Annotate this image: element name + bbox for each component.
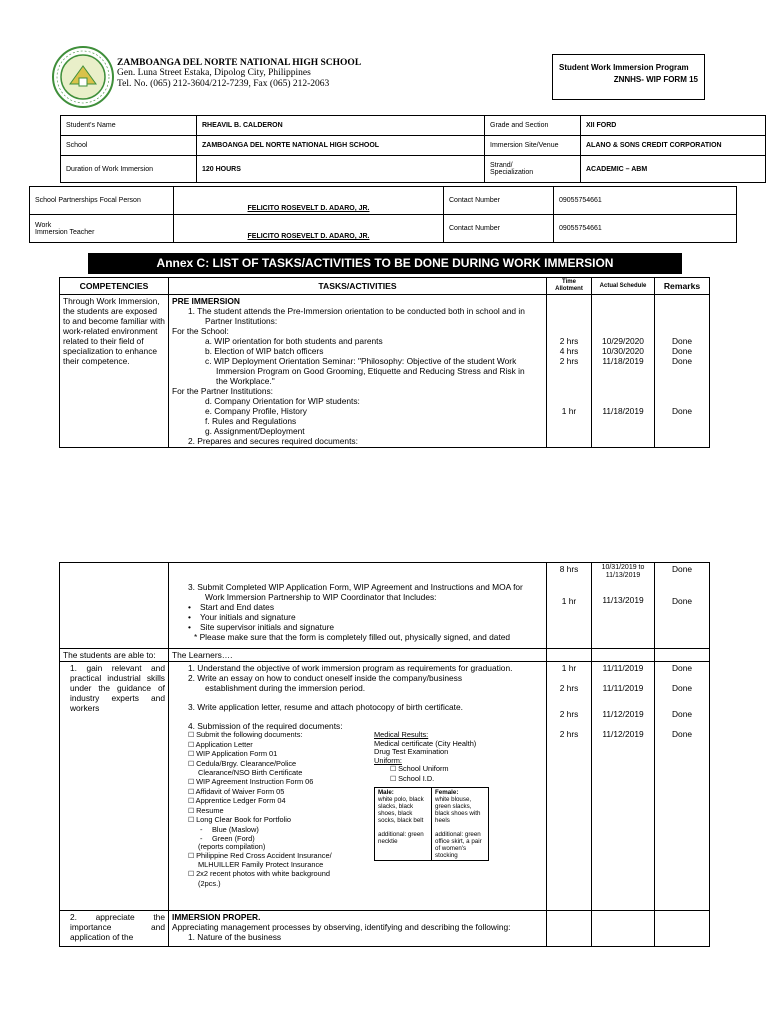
checkbox-icon: ☐ <box>188 798 195 806</box>
uniform-title: Uniform: <box>374 755 402 765</box>
bullet-2: Your initials and signature <box>200 612 296 622</box>
sched-l3: 11/12/2019 <box>602 709 644 719</box>
annex-title-banner: Annex C: LIST OF TASKS/ACTIVITIES TO BE DONE DURING WORK IMMERSION <box>88 253 682 274</box>
task-1b: Partner Institutions: <box>205 316 278 326</box>
teacher-label <box>30 215 174 243</box>
learner-task-4: 4. Submission of the required documents: <box>188 721 343 731</box>
document-item-text: Clearance/NSO Birth Certificate <box>198 768 303 778</box>
checkbox-icon: ☐ <box>188 852 195 860</box>
student-info-table <box>60 115 766 183</box>
teacher-label-line2: Immersion Teacher <box>35 228 95 236</box>
competency-3: 2. appreciate the importance and application of the <box>60 911 169 947</box>
school-phone: Tel. No. (065) 212-3604/212-7239, Fax (065) 212-2063 <box>117 79 330 89</box>
document-item-text: 2x2 recent photos with white background <box>196 868 330 878</box>
male-items: white polo, black slacks, black shoes, black socks, black belt <box>378 795 424 825</box>
sched-l1: 11/11/2019 <box>602 663 644 673</box>
remarks-cells-1 <box>655 295 710 448</box>
female-items: white blouse, green slacks, black shoes with heels <box>435 795 481 825</box>
sched-3: 11/13/2019 <box>602 595 644 605</box>
site-label: Immersion Site/Venue <box>485 136 581 156</box>
document-item-text: (2pcs.) <box>198 878 221 888</box>
contact2-label: Contact Number <box>444 215 554 243</box>
school-label: School <box>61 136 197 156</box>
bullet-icon: • <box>188 602 191 612</box>
male-title: Male: <box>378 788 394 796</box>
remarks-cells-2 <box>655 563 710 649</box>
sched-l4: 11/12/2019 <box>602 729 644 739</box>
male-additional: additional: green necktie <box>378 830 424 845</box>
student-name: RHEAVIL B. CALDERON <box>197 116 485 136</box>
checkbox-icon: ☐ <box>188 778 195 786</box>
learner-task-1: 1. Understand the objective of work immersion program as requirements for graduation. <box>188 663 513 673</box>
duration-value: 120 HOURS <box>197 156 485 183</box>
rem-l4: Done <box>671 729 693 739</box>
task-d: d. Company Orientation for WIP students: <box>205 396 360 406</box>
school-address-block <box>117 68 329 90</box>
remarks-cells-3 <box>655 662 710 911</box>
task-c3: the Workplace." <box>216 376 275 386</box>
document-item-text: WIP Application Form 01 <box>196 749 278 759</box>
time-l2: 2 hrs <box>559 683 579 693</box>
strand-label-line2: Specialization <box>490 169 534 176</box>
bullet-2-item <box>172 612 543 622</box>
tasks-table-page1 <box>59 277 710 448</box>
checkbox-icon: ☐ <box>188 788 195 796</box>
form-note: * Please make sure that the form is completely filled out, physically signed, and dated <box>194 632 511 642</box>
form-title: Student Work Immersion Program <box>559 63 689 72</box>
sched-l2: 11/11/2019 <box>602 683 644 693</box>
strand-value: ACADEMIC – ABM <box>581 156 766 183</box>
task-e: e. Company Profile, History <box>205 406 307 416</box>
task-c2: Immersion Program on Good Grooming, Etiquette and Reducing Stress and Risk in <box>216 366 525 376</box>
time-cells-1 <box>547 295 592 448</box>
learner-task-2b: establishment during the immersion period. <box>205 683 366 693</box>
strand-label-line1: Strand/ <box>490 162 513 169</box>
document-item-text: MLHUILLER Family Protect Insurance <box>198 860 324 870</box>
medical-title: Medical Results: <box>374 730 429 739</box>
time-d: 1 hr <box>561 406 577 416</box>
document-list <box>188 731 378 888</box>
document-item <box>188 880 378 889</box>
medical-2: Drug Test Examination <box>374 747 449 757</box>
task-2: 2. Prepares and secures required documents: <box>188 436 358 446</box>
pre-immersion-tasks <box>169 295 547 448</box>
time-a: 2 hrs <box>559 336 579 346</box>
for-partner: For the Partner Institutions: <box>172 386 274 396</box>
checkbox-icon: ☐ <box>390 766 397 774</box>
uniform-2-item <box>374 775 554 785</box>
students-able: The students are able to: <box>60 649 169 662</box>
col-time: Time Allotment <box>547 278 592 295</box>
male-dress <box>375 787 432 861</box>
uniform-1: School Uniform <box>398 764 449 774</box>
checkbox-icon: ☐ <box>188 870 195 878</box>
duration-label: Duration of Work Immersion <box>61 156 197 183</box>
rem-d: Done <box>671 406 693 416</box>
sched-d: 11/18/2019 <box>602 406 644 416</box>
schedule-cells-2 <box>592 563 655 649</box>
submission-tasks <box>169 563 547 649</box>
checkbox-icon: ☐ <box>188 751 195 759</box>
rem-l3: Done <box>671 709 693 719</box>
rem-3: Done <box>671 596 693 606</box>
contact-number: 09055754661 <box>554 187 737 215</box>
document-item-text: Affidavit of Waiver Form 05 <box>195 786 285 796</box>
task-3: 3. Submit Completed WIP Application Form, WIP Agreement and Instructions and MOA for <box>188 582 523 592</box>
rem-b: Done <box>671 346 693 356</box>
rem-a: Done <box>671 336 693 346</box>
bullet-3: Site supervisor initials and signature <box>200 622 335 632</box>
schedule-cells-3 <box>592 662 655 911</box>
task-3b: Work Immersion Partnership to WIP Coordinator that Includes: <box>205 592 437 602</box>
partnership-info-table <box>29 186 737 243</box>
dash-icon: - <box>200 833 203 843</box>
task-g: g. Assignment/Deployment <box>205 426 305 436</box>
time-3: 1 hr <box>561 596 577 606</box>
learner-task-3: 3. Write application letter, resume and attach photocopy of birth certificate. <box>188 702 463 712</box>
tasks-table-page2 <box>59 562 710 947</box>
immersion-proper <box>169 911 547 947</box>
school-name: ZAMBOANGA DEL NORTE NATIONAL HIGH SCHOOL <box>117 58 362 68</box>
competency-1: Through Work Immersion, the students are exposed to and become familiar with work-related environment related to their field of specialization to enhance their competence. <box>60 295 169 448</box>
task-b: b. Election of WIP batch officers <box>205 346 324 356</box>
document-item-text: (reports compilation) <box>198 842 266 852</box>
rem-c: Done <box>671 356 693 366</box>
document-item-text: Blue (Maslow) <box>212 824 259 834</box>
rem-l1: Done <box>671 663 693 673</box>
medical-1: Medical certificate (City Health) <box>374 738 477 748</box>
checkbox-icon: ☐ <box>188 817 195 825</box>
female-additional: additional: green office skirt, a pair of women's stocking <box>435 830 482 860</box>
document-item-text: Submit the following documents: <box>196 730 303 739</box>
document-item-text: Application Letter <box>195 739 253 749</box>
sched-top-2: 11/13/2019 <box>605 572 641 579</box>
female-dress <box>432 787 489 861</box>
teacher-name: FELICITO ROSEVELT D. ADARO, JR. <box>247 233 370 240</box>
form-code: ZNNHS- WIP FORM 15 <box>613 75 698 84</box>
col-remarks: Remarks <box>655 278 710 295</box>
sched-a: 10/29/2020 <box>602 336 644 346</box>
competency-2: 1. gain relevant and practical industrial skills under the guidance of industry experts and workers <box>60 662 169 911</box>
time-cells-2 <box>547 563 592 649</box>
contact-label: Contact Number <box>444 187 554 215</box>
checkbox-icon: ☐ <box>188 807 195 815</box>
immersion-proper-desc: Appreciating management processes by observing, identifying and describing the following: <box>172 922 511 932</box>
col-tasks: TASKS/ACTIVITIES <box>169 278 547 295</box>
required-documents <box>172 731 543 909</box>
focal-person: FELICITO ROSEVELT D. ADARO, JR. <box>247 205 370 212</box>
pre-immersion-heading: PRE IMMERSION <box>172 296 240 306</box>
nature-of-business: 1. Nature of the business <box>188 932 282 942</box>
checkbox-icon: ☐ <box>188 760 195 768</box>
school-address: Gen. Luna Street Estaka, Dipolog City, Philippines <box>117 68 311 78</box>
document-item-text: WIP Agreement Instruction Form 06 <box>196 776 314 786</box>
site-value: ALANO & SONS CREDIT CORPORATION <box>581 136 766 156</box>
bullet-3-item <box>172 622 543 632</box>
schedule-cells-1 <box>592 295 655 448</box>
blank-competency <box>60 563 169 649</box>
checkbox-icon: ☐ <box>390 775 397 783</box>
document-item-text: Green (Ford) <box>212 833 255 843</box>
medical-uniform-block <box>374 731 554 861</box>
task-c: c. WIP Deployment Orientation Seminar: "Philosophy: Objective of the student Work <box>205 356 517 366</box>
female-title: Female: <box>435 788 459 796</box>
uniform-2: School I.D. <box>398 773 435 783</box>
school-value: ZAMBOANGA DEL NORTE NATIONAL HIGH SCHOOL <box>197 136 485 156</box>
time-b: 4 hrs <box>559 346 579 356</box>
task-f: f. Rules and Regulations <box>205 416 297 426</box>
dash-icon: - <box>200 824 203 834</box>
form-id-box <box>552 54 705 100</box>
checkbox-icon: ☐ <box>188 732 195 739</box>
teacher-label-line1: Work <box>35 221 52 229</box>
rem-l2: Done <box>671 683 693 693</box>
learner-task-2: 2. Write an essay on how to conduct oneself inside the company/business <box>188 673 463 683</box>
rem-top: Done <box>671 564 693 574</box>
col-competencies: COMPETENCIES <box>60 278 169 295</box>
contact2-number: 09055754661 <box>554 215 737 243</box>
bullet-icon: • <box>188 612 191 622</box>
time-l3: 2 hrs <box>559 709 579 719</box>
immersion-proper-heading: IMMERSION PROPER. <box>172 912 261 922</box>
focal-label: School Partnerships Focal Person <box>30 187 174 215</box>
learners-label: The Learners…. <box>169 649 547 662</box>
document-item-text: Apprentice Ledger Form 04 <box>195 796 286 806</box>
document-item-text: Long Clear Book for Portfolio <box>196 815 291 825</box>
bullet-1-item <box>172 602 543 612</box>
checkbox-icon: ☐ <box>188 741 195 749</box>
grade-label: Grade and Section <box>485 116 581 136</box>
time-l1: 1 hr <box>561 663 577 673</box>
for-school: For the School: <box>172 326 229 336</box>
sched-b: 10/30/2020 <box>602 346 644 356</box>
strand-label <box>485 156 581 183</box>
grade-value: XII FORD <box>581 116 766 136</box>
task-a: a. WIP orientation for both students and parents <box>205 336 383 346</box>
student-name-label: Student's Name <box>61 116 197 136</box>
sched-top-1: 10/31/2019 to <box>601 564 645 571</box>
document-item-text: Cedula/Brgy. Clearance/Police <box>196 758 297 768</box>
time-top: 8 hrs <box>559 564 579 574</box>
learner-tasks <box>169 662 547 911</box>
document-item-text: Philippine Red Cross Accident Insurance/ <box>196 850 332 860</box>
bullet-1: Start and End dates <box>200 602 275 612</box>
school-seal-logo <box>52 46 114 108</box>
time-l4: 2 hrs <box>559 729 579 739</box>
bullet-icon: • <box>188 622 191 632</box>
sched-c: 11/18/2019 <box>602 356 644 366</box>
time-c: 2 hrs <box>559 356 579 366</box>
col-schedule: Actual Schedule <box>592 278 655 295</box>
task-1: 1. The student attends the Pre-Immersion orientation to be conducted both in school and in <box>188 306 525 316</box>
document-item-text: Resume <box>196 805 224 815</box>
dress-code-table <box>374 787 489 862</box>
